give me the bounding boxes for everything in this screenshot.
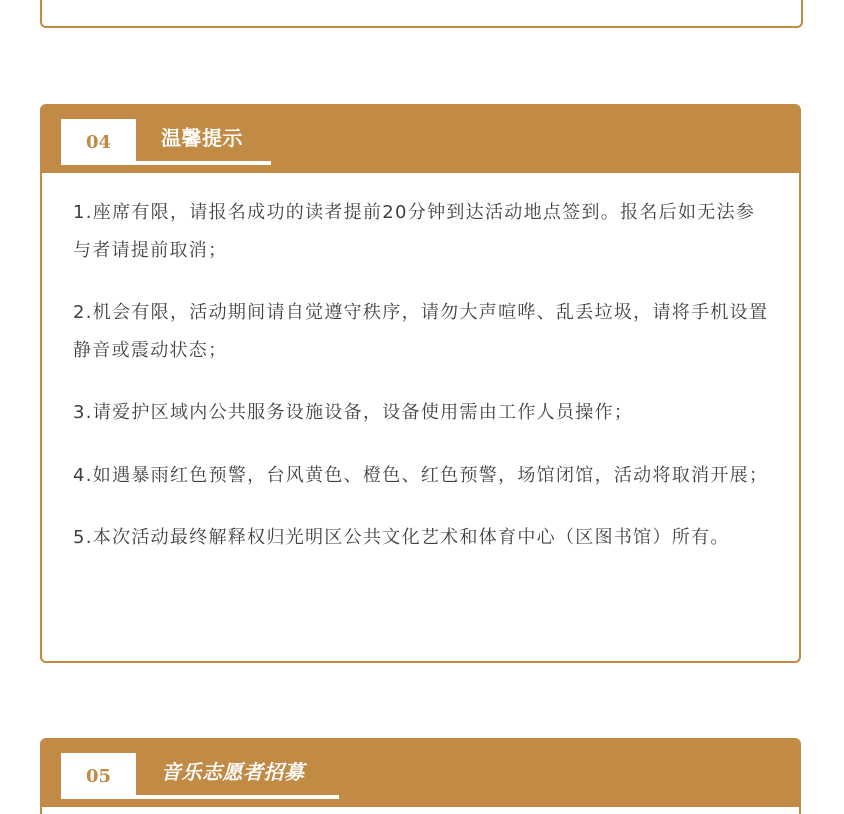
section-number-badge: 04 <box>61 119 136 165</box>
section-title: 温馨提示 <box>161 126 243 150</box>
tips-section-card <box>40 104 801 663</box>
volunteer-section-header <box>42 740 799 807</box>
tips-section-body <box>42 173 799 557</box>
tip-item: 5.本次活动最终解释权归光明区公共文化艺术和体育中心（区图书馆）所有。 <box>73 527 730 548</box>
tips-section-header <box>42 106 799 173</box>
title-underline <box>61 795 339 799</box>
tip-item: 4.如遇暴雨红色预警，台风黄色、橙色、红色预警，场馆闭馆，活动将取消开展； <box>73 464 769 486</box>
volunteer-section-card <box>40 738 801 814</box>
title-underline <box>61 161 271 165</box>
tip-item: 2.机会有限，活动期间请自觉遵守秩序，请勿大声喧哗、乱丢垃圾，请将手机设置静音或震动状态； <box>73 302 769 361</box>
section-title: 音乐志愿者招募 <box>161 760 305 784</box>
tip-item: 3.请爱护区域内公共服务设施设备，设备使用需由工作人员操作； <box>73 402 634 423</box>
previous-section-card <box>40 0 803 28</box>
section-number-badge: 05 <box>61 753 136 799</box>
tip-item: 1.座席有限，请报名成功的读者提前20分钟到达活动地点签到。报名后如无法参与者请提前取消； <box>73 202 756 261</box>
